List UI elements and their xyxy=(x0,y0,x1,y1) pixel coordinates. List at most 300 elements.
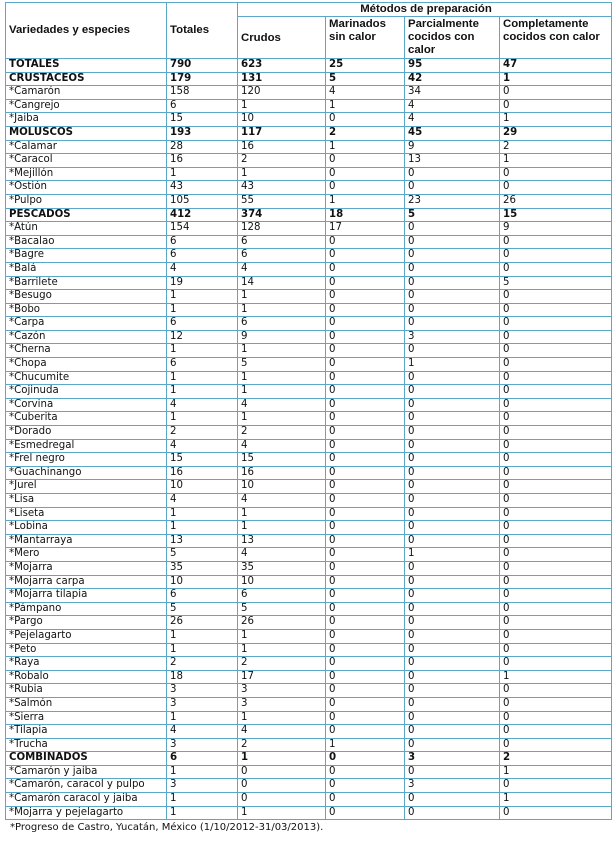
marinated-cell: 0 xyxy=(326,684,405,698)
total-cell: 5 xyxy=(167,548,238,562)
fully-cooked-cell: 0 xyxy=(500,398,612,412)
marinated-cell: 0 xyxy=(326,643,405,657)
table-row xyxy=(6,738,612,752)
marinated-cell: 1 xyxy=(326,99,405,113)
marinated-cell: 0 xyxy=(326,317,405,331)
raw-cell: 120 xyxy=(238,86,326,100)
fully-cooked-cell: 26 xyxy=(500,194,612,208)
marinated-cell: 0 xyxy=(326,697,405,711)
fully-cooked-cell: 0 xyxy=(500,575,612,589)
raw-cell: 1 xyxy=(238,711,326,725)
raw-cell: 55 xyxy=(238,194,326,208)
species-cell: PESCADOS xyxy=(6,208,167,222)
species-cell: *Lisa xyxy=(6,494,167,508)
total-cell: 4 xyxy=(167,494,238,508)
fully-cooked-cell: 47 xyxy=(500,59,612,73)
raw-cell: 3 xyxy=(238,697,326,711)
fully-cooked-cell: 0 xyxy=(500,99,612,113)
fully-cooked-cell: 0 xyxy=(500,480,612,494)
table-row xyxy=(6,439,612,453)
total-cell: 1 xyxy=(167,303,238,317)
marinated-cell: 1 xyxy=(326,738,405,752)
marinated-cell: 0 xyxy=(326,521,405,535)
species-cell: *Caracol xyxy=(6,154,167,168)
species-cell: *Mojarra carpa xyxy=(6,575,167,589)
fully-cooked-cell: 0 xyxy=(500,738,612,752)
marinated-cell: 0 xyxy=(326,494,405,508)
raw-cell: 6 xyxy=(238,235,326,249)
raw-cell: 4 xyxy=(238,439,326,453)
fully-cooked-cell: 1 xyxy=(500,72,612,86)
partially-cooked-cell: 0 xyxy=(405,235,500,249)
group-row xyxy=(6,59,612,73)
partially-cooked-cell: 0 xyxy=(405,697,500,711)
total-cell: 1 xyxy=(167,507,238,521)
fully-cooked-cell: 0 xyxy=(500,697,612,711)
raw-cell: 26 xyxy=(238,616,326,630)
marinated-cell: 0 xyxy=(326,453,405,467)
table-row xyxy=(6,643,612,657)
total-cell: 3 xyxy=(167,738,238,752)
partially-cooked-cell: 0 xyxy=(405,412,500,426)
species-cell: *Carpa xyxy=(6,317,167,331)
species-cell: *Rubia xyxy=(6,684,167,698)
table-row xyxy=(6,725,612,739)
raw-cell: 10 xyxy=(238,480,326,494)
table-row xyxy=(6,589,612,603)
fully-cooked-cell: 15 xyxy=(500,208,612,222)
total-cell: 13 xyxy=(167,534,238,548)
species-cell: *Pargo xyxy=(6,616,167,630)
raw-cell: 14 xyxy=(238,276,326,290)
species-cell: *Cazón xyxy=(6,330,167,344)
marinated-cell: 0 xyxy=(326,344,405,358)
marinated-cell: 0 xyxy=(326,765,405,779)
table-row xyxy=(6,480,612,494)
species-cell: *Barrilete xyxy=(6,276,167,290)
species-cell: *Camarón y jaiba xyxy=(6,765,167,779)
marinated-cell: 0 xyxy=(326,670,405,684)
partially-cooked-cell: 34 xyxy=(405,86,500,100)
header-marinated: Marinados sin calor xyxy=(326,17,405,59)
table-row xyxy=(6,521,612,535)
marinated-cell: 5 xyxy=(326,72,405,86)
partially-cooked-cell: 3 xyxy=(405,779,500,793)
table-row xyxy=(6,330,612,344)
species-cell: *Sierra xyxy=(6,711,167,725)
species-cell: *Corvina xyxy=(6,398,167,412)
partially-cooked-cell: 13 xyxy=(405,154,500,168)
species-cell: *Pulpo xyxy=(6,194,167,208)
table-row xyxy=(6,371,612,385)
table-row xyxy=(6,398,612,412)
raw-cell: 16 xyxy=(238,466,326,480)
partially-cooked-cell: 0 xyxy=(405,534,500,548)
marinated-cell: 0 xyxy=(326,657,405,671)
total-cell: 35 xyxy=(167,561,238,575)
marinated-cell: 0 xyxy=(326,330,405,344)
total-cell: 1 xyxy=(167,793,238,807)
fully-cooked-cell: 0 xyxy=(500,548,612,562)
raw-cell: 1 xyxy=(238,290,326,304)
marinated-cell: 0 xyxy=(326,806,405,820)
species-cell: *Pejelagarto xyxy=(6,629,167,643)
total-cell: 6 xyxy=(167,249,238,263)
fully-cooked-cell: 0 xyxy=(500,657,612,671)
header-species: Variedades y especies xyxy=(6,3,167,59)
species-cell: *Bagre xyxy=(6,249,167,263)
table-row xyxy=(6,426,612,440)
species-cell: *Guachinango xyxy=(6,466,167,480)
table-row xyxy=(6,602,612,616)
table-row xyxy=(6,684,612,698)
fully-cooked-cell: 0 xyxy=(500,167,612,181)
fully-cooked-cell: 0 xyxy=(500,602,612,616)
total-cell: 1 xyxy=(167,643,238,657)
species-cell: *Camarón caracol y jaiba xyxy=(6,793,167,807)
raw-cell: 1 xyxy=(238,507,326,521)
partially-cooked-cell: 0 xyxy=(405,507,500,521)
species-cell: TOTALES xyxy=(6,59,167,73)
species-cell: CRUSTÁCEOS xyxy=(6,72,167,86)
raw-cell: 4 xyxy=(238,494,326,508)
partially-cooked-cell: 0 xyxy=(405,684,500,698)
fully-cooked-cell: 2 xyxy=(500,752,612,766)
fully-cooked-cell: 0 xyxy=(500,371,612,385)
table-row xyxy=(6,290,612,304)
fully-cooked-cell: 0 xyxy=(500,249,612,263)
raw-cell: 1 xyxy=(238,412,326,426)
marinated-cell: 0 xyxy=(326,398,405,412)
partially-cooked-cell: 0 xyxy=(405,711,500,725)
partially-cooked-cell: 0 xyxy=(405,439,500,453)
partially-cooked-cell: 0 xyxy=(405,480,500,494)
marinated-cell: 2 xyxy=(326,126,405,140)
fully-cooked-cell: 0 xyxy=(500,385,612,399)
fully-cooked-cell: 1 xyxy=(500,765,612,779)
species-cell: *Robalo xyxy=(6,670,167,684)
total-cell: 16 xyxy=(167,154,238,168)
total-cell: 1 xyxy=(167,806,238,820)
partially-cooked-cell: 0 xyxy=(405,290,500,304)
total-cell: 1 xyxy=(167,412,238,426)
fully-cooked-cell: 0 xyxy=(500,521,612,535)
marinated-cell: 4 xyxy=(326,86,405,100)
fully-cooked-cell: 0 xyxy=(500,684,612,698)
species-cell: *Balá xyxy=(6,262,167,276)
fully-cooked-cell: 9 xyxy=(500,222,612,236)
header-methods: Métodos de preparación xyxy=(238,3,612,17)
raw-cell: 1 xyxy=(238,371,326,385)
table-row xyxy=(6,806,612,820)
partially-cooked-cell: 45 xyxy=(405,126,500,140)
group-row xyxy=(6,208,612,222)
group-row xyxy=(6,752,612,766)
fully-cooked-cell: 1 xyxy=(500,793,612,807)
partially-cooked-cell: 9 xyxy=(405,140,500,154)
raw-cell: 117 xyxy=(238,126,326,140)
raw-cell: 1 xyxy=(238,385,326,399)
raw-cell: 5 xyxy=(238,602,326,616)
raw-cell: 10 xyxy=(238,113,326,127)
total-cell: 1 xyxy=(167,371,238,385)
total-cell: 28 xyxy=(167,140,238,154)
partially-cooked-cell: 0 xyxy=(405,725,500,739)
species-cell: *Mantarraya xyxy=(6,534,167,548)
species-cell: *Salmón xyxy=(6,697,167,711)
marinated-cell: 0 xyxy=(326,249,405,263)
table-row xyxy=(6,235,612,249)
total-cell: 12 xyxy=(167,330,238,344)
total-cell: 10 xyxy=(167,575,238,589)
fully-cooked-cell: 0 xyxy=(500,344,612,358)
table-row xyxy=(6,494,612,508)
species-cell: *Frel negro xyxy=(6,453,167,467)
marinated-cell: 17 xyxy=(326,222,405,236)
fully-cooked-cell: 0 xyxy=(500,358,612,372)
marinated-cell: 0 xyxy=(326,616,405,630)
total-cell: 3 xyxy=(167,684,238,698)
raw-cell: 1 xyxy=(238,806,326,820)
table-row xyxy=(6,670,612,684)
table-row xyxy=(6,616,612,630)
marinated-cell: 0 xyxy=(326,290,405,304)
fully-cooked-cell: 0 xyxy=(500,86,612,100)
fully-cooked-cell: 0 xyxy=(500,412,612,426)
partially-cooked-cell: 1 xyxy=(405,548,500,562)
total-cell: 6 xyxy=(167,752,238,766)
species-cell: *Cuberita xyxy=(6,412,167,426)
partially-cooked-cell: 3 xyxy=(405,330,500,344)
partially-cooked-cell: 0 xyxy=(405,793,500,807)
marinated-cell: 0 xyxy=(326,426,405,440)
raw-cell: 1 xyxy=(238,167,326,181)
raw-cell: 4 xyxy=(238,398,326,412)
total-cell: 193 xyxy=(167,126,238,140)
partially-cooked-cell: 0 xyxy=(405,181,500,195)
raw-cell: 1 xyxy=(238,643,326,657)
fully-cooked-cell: 0 xyxy=(500,426,612,440)
partially-cooked-cell: 0 xyxy=(405,398,500,412)
table-row xyxy=(6,249,612,263)
table-row xyxy=(6,793,612,807)
table-body xyxy=(6,59,612,820)
partially-cooked-cell: 23 xyxy=(405,194,500,208)
species-cell: MOLUSCOS xyxy=(6,126,167,140)
species-cell: *Cojinuda xyxy=(6,385,167,399)
fully-cooked-cell: 0 xyxy=(500,330,612,344)
partially-cooked-cell: 0 xyxy=(405,561,500,575)
species-cell: *Peto xyxy=(6,643,167,657)
marinated-cell: 0 xyxy=(326,589,405,603)
fully-cooked-cell: 0 xyxy=(500,262,612,276)
raw-cell: 43 xyxy=(238,181,326,195)
table-row xyxy=(6,765,612,779)
partially-cooked-cell: 0 xyxy=(405,466,500,480)
partially-cooked-cell: 0 xyxy=(405,371,500,385)
table-row xyxy=(6,194,612,208)
marinated-cell: 0 xyxy=(326,154,405,168)
fully-cooked-cell: 0 xyxy=(500,806,612,820)
table-row xyxy=(6,657,612,671)
fully-cooked-cell: 0 xyxy=(500,303,612,317)
total-cell: 5 xyxy=(167,602,238,616)
total-cell: 26 xyxy=(167,616,238,630)
raw-cell: 6 xyxy=(238,317,326,331)
fully-cooked-cell: 1 xyxy=(500,154,612,168)
marinated-cell: 0 xyxy=(326,575,405,589)
total-cell: 6 xyxy=(167,99,238,113)
total-cell: 1 xyxy=(167,167,238,181)
partially-cooked-cell: 0 xyxy=(405,494,500,508)
raw-cell: 1 xyxy=(238,521,326,535)
partially-cooked-cell: 0 xyxy=(405,575,500,589)
partially-cooked-cell: 0 xyxy=(405,616,500,630)
partially-cooked-cell: 0 xyxy=(405,643,500,657)
partially-cooked-cell: 42 xyxy=(405,72,500,86)
table-row xyxy=(6,167,612,181)
table-row xyxy=(6,358,612,372)
table-row xyxy=(6,629,612,643)
partially-cooked-cell: 0 xyxy=(405,426,500,440)
total-cell: 6 xyxy=(167,317,238,331)
total-cell: 6 xyxy=(167,235,238,249)
marinated-cell: 0 xyxy=(326,235,405,249)
marinated-cell: 0 xyxy=(326,480,405,494)
total-cell: 2 xyxy=(167,657,238,671)
total-cell: 2 xyxy=(167,426,238,440)
raw-cell: 17 xyxy=(238,670,326,684)
raw-cell: 2 xyxy=(238,154,326,168)
species-cell: *Cherna xyxy=(6,344,167,358)
species-cell: *Mero xyxy=(6,548,167,562)
raw-cell: 3 xyxy=(238,684,326,698)
fully-cooked-cell: 0 xyxy=(500,181,612,195)
species-cell: *Mejillón xyxy=(6,167,167,181)
marinated-cell: 0 xyxy=(326,752,405,766)
fully-cooked-cell: 0 xyxy=(500,534,612,548)
fully-cooked-cell: 5 xyxy=(500,276,612,290)
total-cell: 3 xyxy=(167,697,238,711)
marinated-cell: 0 xyxy=(326,725,405,739)
raw-cell: 2 xyxy=(238,657,326,671)
table-row xyxy=(6,99,612,113)
fully-cooked-cell: 0 xyxy=(500,453,612,467)
partially-cooked-cell: 0 xyxy=(405,385,500,399)
partially-cooked-cell: 0 xyxy=(405,806,500,820)
species-cell: *Bobo xyxy=(6,303,167,317)
total-cell: 179 xyxy=(167,72,238,86)
partially-cooked-cell: 1 xyxy=(405,358,500,372)
marinated-cell: 18 xyxy=(326,208,405,222)
species-cell: *Mojarra y pejelagarto xyxy=(6,806,167,820)
fully-cooked-cell: 0 xyxy=(500,616,612,630)
raw-cell: 1 xyxy=(238,99,326,113)
total-cell: 4 xyxy=(167,398,238,412)
species-cell: *Besugo xyxy=(6,290,167,304)
species-cell: *Pámpano xyxy=(6,602,167,616)
raw-cell: 4 xyxy=(238,548,326,562)
raw-cell: 16 xyxy=(238,140,326,154)
table-row xyxy=(6,466,612,480)
total-cell: 1 xyxy=(167,711,238,725)
fully-cooked-cell: 0 xyxy=(500,779,612,793)
total-cell: 105 xyxy=(167,194,238,208)
total-cell: 16 xyxy=(167,466,238,480)
marinated-cell: 1 xyxy=(326,140,405,154)
species-cell: *Lobina xyxy=(6,521,167,535)
partially-cooked-cell: 0 xyxy=(405,222,500,236)
total-cell: 6 xyxy=(167,589,238,603)
raw-cell: 15 xyxy=(238,453,326,467)
species-cell: *Calamar xyxy=(6,140,167,154)
footnote: *Progreso de Castro, Yucatán, México (1/10/2012-31/03/2013). xyxy=(10,822,324,834)
marinated-cell: 0 xyxy=(326,602,405,616)
partially-cooked-cell: 0 xyxy=(405,317,500,331)
fully-cooked-cell: 0 xyxy=(500,589,612,603)
total-cell: 1 xyxy=(167,765,238,779)
marinated-cell: 0 xyxy=(326,371,405,385)
raw-cell: 0 xyxy=(238,765,326,779)
marinated-cell: 0 xyxy=(326,507,405,521)
marinated-cell: 0 xyxy=(326,466,405,480)
species-cell: *Camarón xyxy=(6,86,167,100)
total-cell: 154 xyxy=(167,222,238,236)
raw-cell: 131 xyxy=(238,72,326,86)
table-container xyxy=(5,2,611,834)
species-cell: *Bacalao xyxy=(6,235,167,249)
marinated-cell: 0 xyxy=(326,358,405,372)
fully-cooked-cell: 29 xyxy=(500,126,612,140)
table-row xyxy=(6,317,612,331)
species-cell: *Chucumite xyxy=(6,371,167,385)
table-row xyxy=(6,575,612,589)
fully-cooked-cell: 0 xyxy=(500,711,612,725)
partially-cooked-cell: 0 xyxy=(405,602,500,616)
table-row xyxy=(6,262,612,276)
header-row xyxy=(6,3,612,17)
group-row xyxy=(6,126,612,140)
table-row xyxy=(6,385,612,399)
species-cell: *Liseta xyxy=(6,507,167,521)
fully-cooked-cell: 1 xyxy=(500,670,612,684)
partially-cooked-cell: 0 xyxy=(405,765,500,779)
partially-cooked-cell: 0 xyxy=(405,249,500,263)
marinated-cell: 0 xyxy=(326,385,405,399)
total-cell: 19 xyxy=(167,276,238,290)
table-row xyxy=(6,534,612,548)
total-cell: 790 xyxy=(167,59,238,73)
partially-cooked-cell: 4 xyxy=(405,113,500,127)
raw-cell: 5 xyxy=(238,358,326,372)
table-row xyxy=(6,507,612,521)
table-row xyxy=(6,561,612,575)
header-raw: Crudos xyxy=(238,17,326,59)
total-cell: 158 xyxy=(167,86,238,100)
marinated-cell: 0 xyxy=(326,629,405,643)
partially-cooked-cell: 0 xyxy=(405,670,500,684)
species-cell: *Mojarra xyxy=(6,561,167,575)
raw-cell: 128 xyxy=(238,222,326,236)
total-cell: 412 xyxy=(167,208,238,222)
table-row xyxy=(6,344,612,358)
total-cell: 18 xyxy=(167,670,238,684)
marinated-cell: 25 xyxy=(326,59,405,73)
species-cell: *Mojarra tilapia xyxy=(6,589,167,603)
raw-cell: 6 xyxy=(238,249,326,263)
partially-cooked-cell: 0 xyxy=(405,344,500,358)
table-row xyxy=(6,154,612,168)
